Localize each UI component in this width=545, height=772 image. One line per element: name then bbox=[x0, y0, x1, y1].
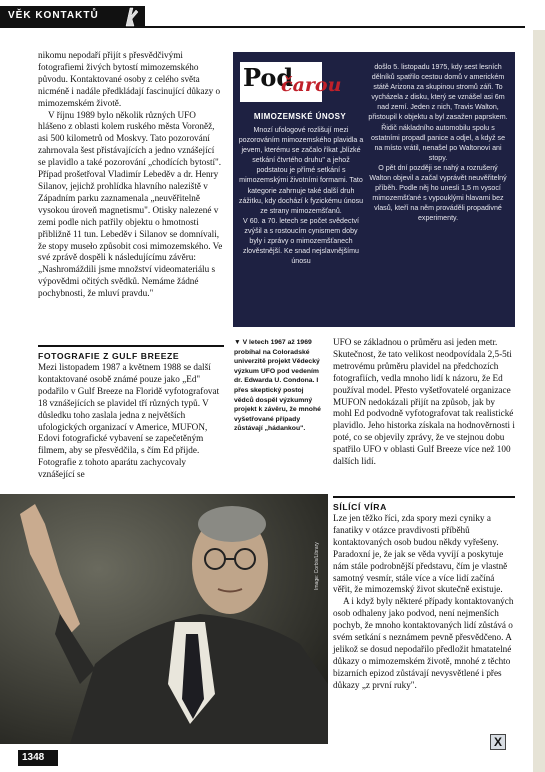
photo-credit-text: Image: Corbis/Library bbox=[314, 542, 320, 590]
photo-caption: ▼ V letech 1967 až 1969 probíhal na Coloradské univerzitě projekt Vědecký výzkum UFO pod vedením dr. Edwarda U. Condona. I přes skeptický postoj vědců dospěl výzkumný projekt k závěru, že mnohé vyšetřované případy zůstávají „hádankou". bbox=[234, 339, 321, 433]
subheading-silici-vira: SÍLÍCÍ VÍRA bbox=[333, 496, 515, 512]
photo-credit bbox=[312, 500, 324, 590]
photo-edward-condon bbox=[0, 494, 328, 744]
section-title: VĚK KONTAKTŮ bbox=[8, 10, 99, 21]
body-paragraph: nikomu nepodaří přijít s přesvědčivými fotografiemi živých bytostí mimozemského původu. Kontaktované osoby z celého světa nicméně i nadále předkládají fascinující důkazy o mimozemském životě. bbox=[38, 50, 221, 108]
body-paragraph: Lze jen těžko říci, zda spory mezi cyniky a fanatiky v otázce pravdivosti příběhů kontaktovaných osob budou někdy vyřešeny. Paradoxní je, že jak se věda vyvíjí a poskytuje nám stále podrobnější představu, čím je vlastně samotný vesmír, stále více a více lidí začíná věřit, že mimozemský život skutečně existuje. bbox=[333, 513, 508, 595]
body-paragraph: UFO se základnou o průměru asi jeden metr. Skutečnost, že tato velikost neodpovídala 2,5-5ti metrovému průměru plavidel na předchozích fotografiích, vedla mnoho lidí k názoru, že Ed používal model. Přesto vyšetřovatelé organizace MUFON nedokázali přijít na způsob, jak by mohl Ed podvodně vyfotografovat tak realistické plavidlo. Jeho historka získala na hodnověrnosti i poté, co se objevily zprávy, že ve stejnou dobu spatřilo UFO v oblasti Gulf Breeze více než 100 dalších lidí. bbox=[333, 337, 515, 467]
right-column-top bbox=[333, 337, 515, 468]
figure-silhouette-icon bbox=[120, 4, 144, 28]
sidebar-logo-text: Pod bbox=[243, 63, 294, 92]
left-column-top bbox=[38, 50, 224, 300]
page-edge bbox=[533, 0, 545, 772]
sidebar-column-1 bbox=[238, 125, 364, 266]
body-paragraph: A i když byly některé případy kontaktovaných osob odhaleny jako podvod, není nejmenších pochyb, že mnoho kontaktovaných lidí zůstává o svém setkání s neznámem pevně přesvědčeno. A jelikož se dosud nepodařilo předložit hmatatelné důkazy o mimozemském životě, mnohé z těchto bizarních epizod zůstávají nevysvětlené i přes důkazy „z první ruky". bbox=[333, 596, 514, 690]
sidebar-heading: MIMOZEMSKÉ ÚNOSY bbox=[253, 112, 347, 121]
sidebar-paragraph: došlo 5. listopadu 1975, kdy sest lesních dělníků spatřilo cestou domů v americkém státě Arizona za skupinou stromů záři. To vycházela z disku, který se vznášel asi 6m nad zemí. Jeden z nich, Travis Walton, přistoupil k objektu a byl zasažen paprskem. Řidič nákladního automobilu spolu s ostatními propadl panice a odjel, a když se na místo vrátil, nenašel po Waltonovi ani stopy. bbox=[368, 63, 508, 162]
photo-illustration bbox=[0, 494, 328, 744]
page-number: 1348 bbox=[22, 752, 45, 763]
sidebar-paragraph: V 60. a 70. letech se počet svědectví zvýšil a s rostoucím cynismem doby byly i zprávy o mimozemšťanech zlověstnější. Ke snad nejslavnějšímu únosu bbox=[243, 216, 359, 266]
right-column-bottom bbox=[333, 513, 515, 692]
sidebar-column-2 bbox=[368, 62, 508, 224]
body-paragraph: V říjnu 1989 bylo několik různých UFO hlášeno z oblasti kolem ruského města Voroněž, asi 500 kilometrů od Moskvy. Tato pozorování zahrnovala šest přistávajících a jedno vznášející se plavidlo a také pozorování „chodících bytostí". Případ prošetřoval Vladimír Lebeděv a dr. Henry Silanov, jejichž prohlídka hlavního naleziště v Západním parku zaznamenala „neuvěřitelně vysokou úroveň magnetismu". Otisky nalezené v zemi podle nich patřily objektu o hmotnosti přibližně 11 tun. Lebeděv i Silanov se domnívali, že stopy museło způsobit cosi mimozemského. Ve své zprávě dospěli k následujícímu závěru: „Nashromáždili jsme množství videomateriálu s výpovědmi očitých svědků. Nemáme žádné pochybnosti, že mluví pravdu." bbox=[38, 109, 223, 299]
header-rule bbox=[145, 26, 525, 28]
sidebar-paragraph: O pět dní později se nahý a rozrušený Walton objevil a začal vyprávět neuvěřitelný příběh. Podle něj ho unesli 1,5 m vysocí mimozemšťané s vypouklými hlavami bez vlasů, kteří na něm prováděli propadivné experimenty. bbox=[369, 163, 507, 223]
sidebar-paragraph: Mnozí ufologové rozlišují mezi pozorováním mimozemského plavidla a jevem, kterému se začalo říkat „blízké setkání čtvrtého druhu" a jehož podstatou je přímé setkání s mimozemskými životními formami. Tato kategorie zahrnuje také další druh zážitku, kdy dochází k fyzickému únosu ze strany mimozemšťanů. bbox=[238, 126, 364, 215]
left-column-bottom bbox=[38, 362, 224, 481]
sidebar-logo-text-red: čarou bbox=[281, 74, 342, 96]
subheading-gulf-breeze: FOTOGRAFIE Z GULF BREEZE bbox=[38, 345, 224, 361]
body-paragraph: Mezi listopadem 1987 a květnem 1988 se další kontaktované osobě známé pouze jako „Ed" podařilo v Gulf Breeze na Floridě vyfotografovat 18 vznášejících se plavidel tří různých typů. V důsledku toho zaslala jedna z největších ufologických organizací v Americe, MUFON, Edovi fotografické vybavení se zapečetěným filmem, aby se přesvědčila, s čím Ed přijde. Fotografie z tohoto aparátu zachycovaly vznášející se bbox=[38, 362, 220, 480]
end-of-article-mark: X bbox=[490, 734, 506, 750]
